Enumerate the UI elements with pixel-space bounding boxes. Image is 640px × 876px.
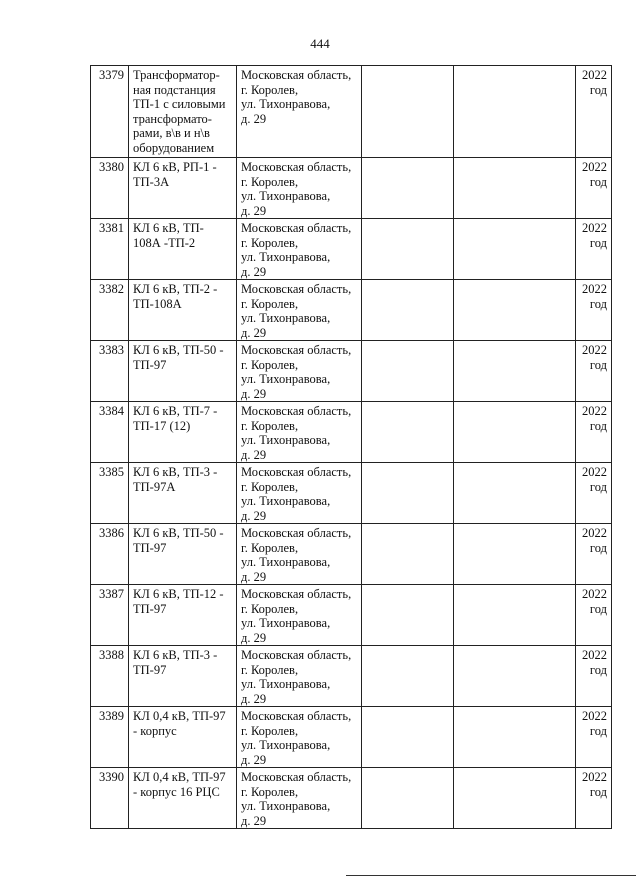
table-row bbox=[91, 402, 612, 463]
object-year: 2022 год bbox=[576, 707, 612, 768]
empty-cell bbox=[362, 219, 454, 280]
empty-cell bbox=[454, 585, 576, 646]
empty-cell bbox=[454, 158, 576, 219]
empty-cell bbox=[454, 707, 576, 768]
empty-cell bbox=[454, 646, 576, 707]
empty-cell bbox=[362, 768, 454, 829]
empty-cell bbox=[454, 768, 576, 829]
empty-cell bbox=[454, 341, 576, 402]
object-address: Московская область, г. Королев, ул. Тихонравова, д. 29 bbox=[237, 280, 362, 341]
object-year: 2022 год bbox=[576, 280, 612, 341]
row-number: 3383 bbox=[91, 341, 129, 402]
table-row bbox=[91, 463, 612, 524]
object-year: 2022 год bbox=[576, 585, 612, 646]
object-address: Московская область, г. Королев, ул. Тихонравова, д. 29 bbox=[237, 768, 362, 829]
row-number: 3380 bbox=[91, 158, 129, 219]
empty-cell bbox=[454, 463, 576, 524]
object-name: КЛ 0,4 кВ, ТП-97 - корпус 16 РЦС bbox=[129, 768, 237, 829]
table-row bbox=[91, 66, 612, 158]
row-number: 3386 bbox=[91, 524, 129, 585]
empty-cell bbox=[362, 646, 454, 707]
table-row bbox=[91, 280, 612, 341]
table-row bbox=[91, 707, 612, 768]
table-row bbox=[91, 219, 612, 280]
registry-table bbox=[90, 65, 612, 829]
table-row bbox=[91, 524, 612, 585]
object-year: 2022 год bbox=[576, 768, 612, 829]
object-year: 2022 год bbox=[576, 158, 612, 219]
empty-cell bbox=[362, 463, 454, 524]
object-name: КЛ 6 кВ, РП-1 - ТП-3А bbox=[129, 158, 237, 219]
object-name: КЛ 6 кВ, ТП-3 - ТП-97 bbox=[129, 646, 237, 707]
empty-cell bbox=[362, 341, 454, 402]
object-address: Московская область, г. Королев, ул. Тихонравова, д. 29 bbox=[237, 463, 362, 524]
object-name: КЛ 6 кВ, ТП-12 - ТП-97 bbox=[129, 585, 237, 646]
object-address: Московская область, г. Королев, ул. Тихонравова, д. 29 bbox=[237, 219, 362, 280]
object-year: 2022 год bbox=[576, 341, 612, 402]
row-number: 3390 bbox=[91, 768, 129, 829]
object-address: Московская область, г. Королев, ул. Тихонравова, д. 29 bbox=[237, 66, 362, 158]
row-number: 3389 bbox=[91, 707, 129, 768]
row-number: 3381 bbox=[91, 219, 129, 280]
page-number: 444 bbox=[310, 36, 330, 51]
empty-cell bbox=[362, 707, 454, 768]
object-year: 2022 год bbox=[576, 646, 612, 707]
row-number: 3382 bbox=[91, 280, 129, 341]
object-year: 2022 год bbox=[576, 463, 612, 524]
row-number: 3384 bbox=[91, 402, 129, 463]
table-row bbox=[91, 585, 612, 646]
empty-cell bbox=[454, 219, 576, 280]
object-address: Московская область, г. Королев, ул. Тихонравова, д. 29 bbox=[237, 341, 362, 402]
table-row bbox=[91, 646, 612, 707]
row-number: 3385 bbox=[91, 463, 129, 524]
empty-cell bbox=[454, 524, 576, 585]
object-year: 2022 год bbox=[576, 524, 612, 585]
object-year: 2022 год bbox=[576, 402, 612, 463]
table-row bbox=[91, 158, 612, 219]
empty-cell bbox=[362, 524, 454, 585]
object-year: 2022 год bbox=[576, 219, 612, 280]
empty-cell bbox=[362, 66, 454, 158]
row-number: 3387 bbox=[91, 585, 129, 646]
registry-rows bbox=[91, 66, 612, 829]
object-address: Московская область, г. Королев, ул. Тихонравова, д. 29 bbox=[237, 585, 362, 646]
object-address: Московская область, г. Королев, ул. Тихонравова, д. 29 bbox=[237, 707, 362, 768]
object-address: Московская область, г. Королев, ул. Тихонравова, д. 29 bbox=[237, 158, 362, 219]
empty-cell bbox=[454, 280, 576, 341]
object-address: Московская область, г. Королев, ул. Тихонравова, д. 29 bbox=[237, 402, 362, 463]
object-name: КЛ 6 кВ, ТП-3 - ТП-97А bbox=[129, 463, 237, 524]
table-row bbox=[91, 341, 612, 402]
empty-cell bbox=[362, 158, 454, 219]
empty-cell bbox=[454, 66, 576, 158]
empty-cell bbox=[362, 280, 454, 341]
object-name: КЛ 6 кВ, ТП-2 - ТП-108А bbox=[129, 280, 237, 341]
table-row bbox=[91, 768, 612, 829]
empty-cell bbox=[362, 585, 454, 646]
object-name: Трансформатор- ная подстанция ТП-1 с силовыми трансформато- рами, в\в и н\в оборудованием bbox=[129, 66, 237, 158]
row-number: 3388 bbox=[91, 646, 129, 707]
empty-cell bbox=[362, 402, 454, 463]
object-name: КЛ 6 кВ, ТП-50 - ТП-97 bbox=[129, 341, 237, 402]
object-name: КЛ 6 кВ, ТП-50 - ТП-97 bbox=[129, 524, 237, 585]
object-address: Московская область, г. Королев, ул. Тихонравова, д. 29 bbox=[237, 524, 362, 585]
object-name: КЛ 6 кВ, ТП- 108А -ТП-2 bbox=[129, 219, 237, 280]
object-address: Московская область, г. Королев, ул. Тихонравова, д. 29 bbox=[237, 646, 362, 707]
object-name: КЛ 0,4 кВ, ТП-97 - корпус bbox=[129, 707, 237, 768]
empty-cell bbox=[454, 402, 576, 463]
object-name: КЛ 6 кВ, ТП-7 - ТП-17 (12) bbox=[129, 402, 237, 463]
object-year: 2022 год bbox=[576, 66, 612, 158]
row-number: 3379 bbox=[91, 66, 129, 158]
